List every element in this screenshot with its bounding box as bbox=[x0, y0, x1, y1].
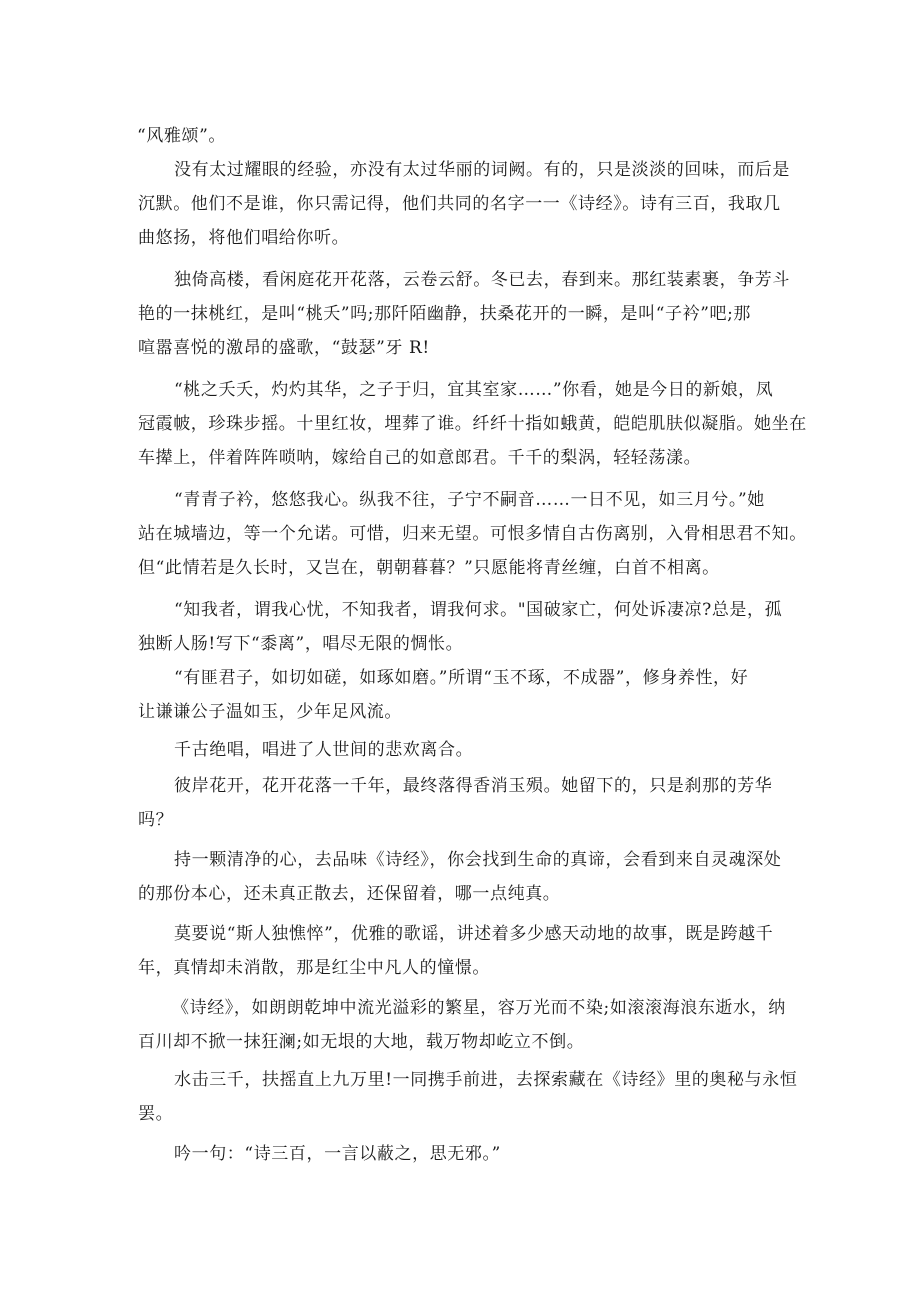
text-line: 沉默。他们不是谁，你只需记得，他们共同的名字一一《诗经》。诗有三百，我取几 bbox=[138, 194, 781, 214]
text-line: 曲悠扬，将他们唱给你听。 bbox=[138, 228, 350, 248]
text-line: 车撵上，伴着阵阵唢呐，嫁给自己的如意郎君。千千的梨涡，轻轻荡漾。 bbox=[138, 448, 702, 468]
text-line: “青青子衿，悠悠我心。纵我不往，子宁不嗣音……一日不见，如三月兮。”她 bbox=[174, 490, 765, 510]
text-line: 但“此情若是久长时，又岂在，朝朝暮暮？”只愿能将青丝缠，白首不相离。 bbox=[138, 558, 720, 578]
text-line: “知我者，谓我心忧，不知我者，谓我何求。"国破家亡，何处诉凄凉?总是，孤 bbox=[174, 600, 783, 620]
text-line: 千古绝唱，唱进了人世间的悲欢离合。 bbox=[174, 740, 474, 760]
text-line: 百川却不掀一抹狂澜;如无垠的大地，载万物却屹立不倒。 bbox=[138, 1032, 585, 1052]
text-line: 水击三千，扶摇直上九万里!一同携手前进，去探索藏在《诗经》里的奥秘与永恒 bbox=[174, 1070, 798, 1090]
text-line: 彼岸花开，花开花落一千年，最终落得香消玉殒。她留下的，只是刹那的芳华 bbox=[174, 776, 773, 796]
text-line: 吟一句：“诗三百，一言以蔽之，思无邪。” bbox=[174, 1144, 501, 1164]
text-line: 持一颗清净的心，去品味《诗经》，你会找到生命的真谛，会看到来自灵魂深处 bbox=[174, 850, 782, 870]
text-line: 的那份本心，还未真正散去，还保留着，哪一点纯真。 bbox=[138, 884, 561, 904]
text-line: 年，真情却未消散，那是红尘中凡人的憧憬。 bbox=[138, 958, 490, 978]
text-line: 没有太过耀眼的经验，亦没有太过华丽的词阙。有的，只是淡淡的回味，而后是 bbox=[174, 160, 790, 180]
text-line: 《诗经》，如朗朗乾坤中流光溢彩的繁星，容万光而不染;如滚滚海浪东逝水，纳 bbox=[172, 998, 786, 1018]
text-line: 冠霞帔，珍珠步摇。十里红妆，埋葬了谁。纤纤十指如蛾黄，皑皑肌肤似凝脂。她坐在 bbox=[138, 414, 807, 434]
text-line: 让谦谦公子温如玉，少年足风流。 bbox=[138, 702, 402, 722]
text-line: “有匪君子，如切如磋，如琢如磨。”所谓“玉不琢，不成器”，修身养性，好 bbox=[174, 668, 749, 688]
text-line: 艳的一抹桃红，是叫“桃夭”吗;那阡陌幽静，扶桑花开的一瞬，是叫“子衿”吧;那 bbox=[138, 304, 752, 324]
text-line: “风雅颂”。 bbox=[137, 126, 226, 146]
text-line: 罢。 bbox=[138, 1104, 174, 1124]
text-line: 独断人肠!写下“黍离”，唱尽无限的惆怅。 bbox=[138, 634, 464, 654]
text-line: 吗？ bbox=[138, 810, 174, 830]
text-line: “桃之夭夭，灼灼其华，之子于归，宜其室家……”你看，她是今日的新娘，凤 bbox=[174, 380, 774, 400]
text-line: 站在城墙边，等一个允诺。可惜，归来无望。可恨多情自古伤离别，入骨相思君不知。 bbox=[138, 524, 807, 544]
text-line: 独倚高楼，看闲庭花开花落，云卷云舒。冬已去，春到来。那红装素裹，争芳斗 bbox=[174, 270, 790, 290]
text-line: 莫要说“斯人独憔悴”，优雅的歌谣，讲述着多少感天动地的故事，既是跨越千 bbox=[174, 924, 774, 944]
text-line: 喧嚣喜悦的激昂的盛歌，“鼓瑟”牙 R! bbox=[138, 338, 430, 358]
